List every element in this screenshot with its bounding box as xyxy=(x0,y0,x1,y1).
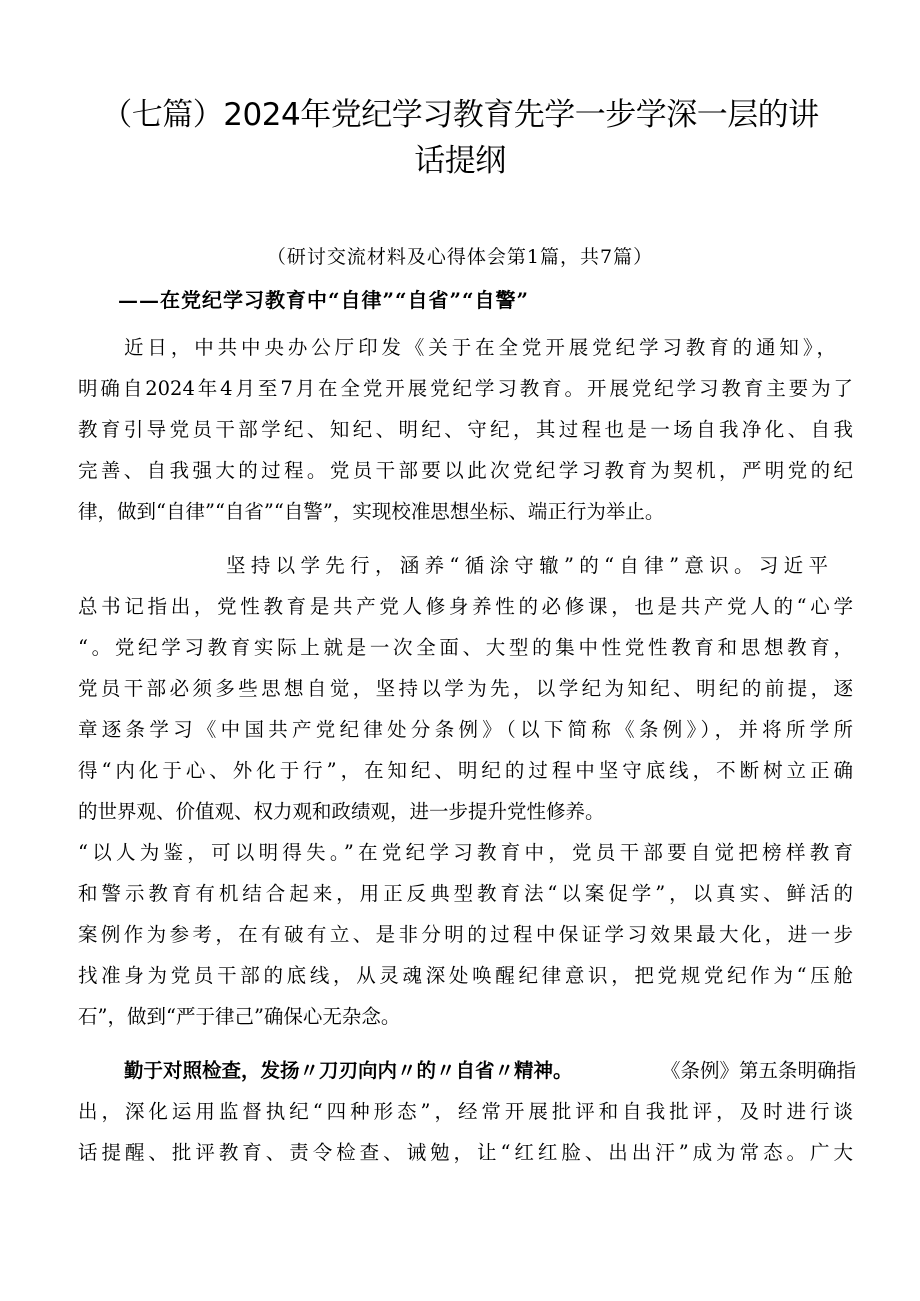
document-title-line-2: 话提纲 xyxy=(414,143,506,179)
section-subheading: ——在党纪学习教育中“自律”“自省”“自警” xyxy=(118,288,530,312)
paragraph-2-line-5: 章逐条学习《中国共产党纪律处分条例》（以下简称《条例》），并将所学所 xyxy=(78,718,853,741)
paragraph-3-line-2: 和警示教育有机结合起来，用正反典型教育法“以案促学”，以真实、鲜活的 xyxy=(78,882,853,905)
paragraph-2-line-4: 党员干部必须多些思想自觉，坚持以学为先，以学纪为知纪、明纪的前提，逐 xyxy=(78,677,853,700)
paragraph-1-line-5: 律，做到“自律”“自省”“自警”，实现校准思想坐标、端正行为举止。 xyxy=(78,500,665,523)
paragraph-1-line-2: 明确自2024年4月至7月在全党开展党纪学习教育。开展党纪学习教育主要为了 xyxy=(78,377,853,400)
paragraph-2-line-6: 得“内化于心、外化于行”，在知纪、明纪的过程中坚守底线，不断树立正确 xyxy=(78,759,853,782)
paragraph-2-line-7: 的世界观、价值观、权力观和政绩观，进一步提升党性修养。 xyxy=(78,800,605,823)
paragraph-4-lead: 勤于对照检查，发扬〃刀刃向内〃的〃自省〃精神。 xyxy=(124,1059,573,1082)
paragraph-4-line-3: 话提醒、批评教育、责令检查、诫勉，让“红红脸、出出汗”成为常态。广大 xyxy=(78,1141,853,1164)
paragraph-1-line-3: 教育引导党员干部学纪、知纪、明纪、守纪，其过程也是一场自我净化、自我 xyxy=(78,418,853,441)
paragraph-4-line-1-rest: 《条例》第五条明确指 xyxy=(660,1059,856,1082)
paragraph-4-line-1 xyxy=(124,1057,856,1085)
paragraph-2-line-1: 坚持以学先行，涵养“循涂守辙”的“自律”意识。习近平 xyxy=(226,554,828,577)
paragraph-1-line-1: 近日，中共中央办公厅印发《关于在全党开展党纪学习教育的通知》， xyxy=(124,336,836,359)
paragraph-3-line-3: 案例作为参考，在有破有立、是非分明的过程中保证学习效果最大化，进一步 xyxy=(78,923,853,946)
paragraph-3-line-4: 找准身为党员干部的底线，从灵魂深处唤醒纪律意识，把党规党纪作为“压舱 xyxy=(78,964,853,987)
paragraph-2-line-3: “。党纪学习教育实际上就是一次全面、大型的集中性党性教育和思想教育， xyxy=(78,636,853,659)
paragraph-3-line-1: “以人为鉴，可以明得失。”在党纪学习教育中，党员干部要自觉把榜样教育 xyxy=(78,841,853,864)
paragraph-4-line-2: 出，深化运用监督执纪“四种形态”，经常开展批评和自我批评，及时进行谈 xyxy=(78,1100,853,1123)
document-subtitle: （研讨交流材料及心得体会第1篇，共7篇） xyxy=(266,246,654,268)
paragraph-2-line-2: 总书记指出，党性教育是共产党人修身养性的必修课，也是共产党人的“心学 xyxy=(78,595,853,618)
document-title-line-1: （七篇）2024年党纪学习教育先学一步学深一层的讲 xyxy=(101,97,819,133)
paragraph-3-line-5: 石”，做到“严于律己”确保心无杂念。 xyxy=(78,1005,401,1028)
paragraph-1-line-4: 完善、自我强大的过程。党员干部要以此次党纪学习教育为契机，严明党的纪 xyxy=(78,459,853,482)
